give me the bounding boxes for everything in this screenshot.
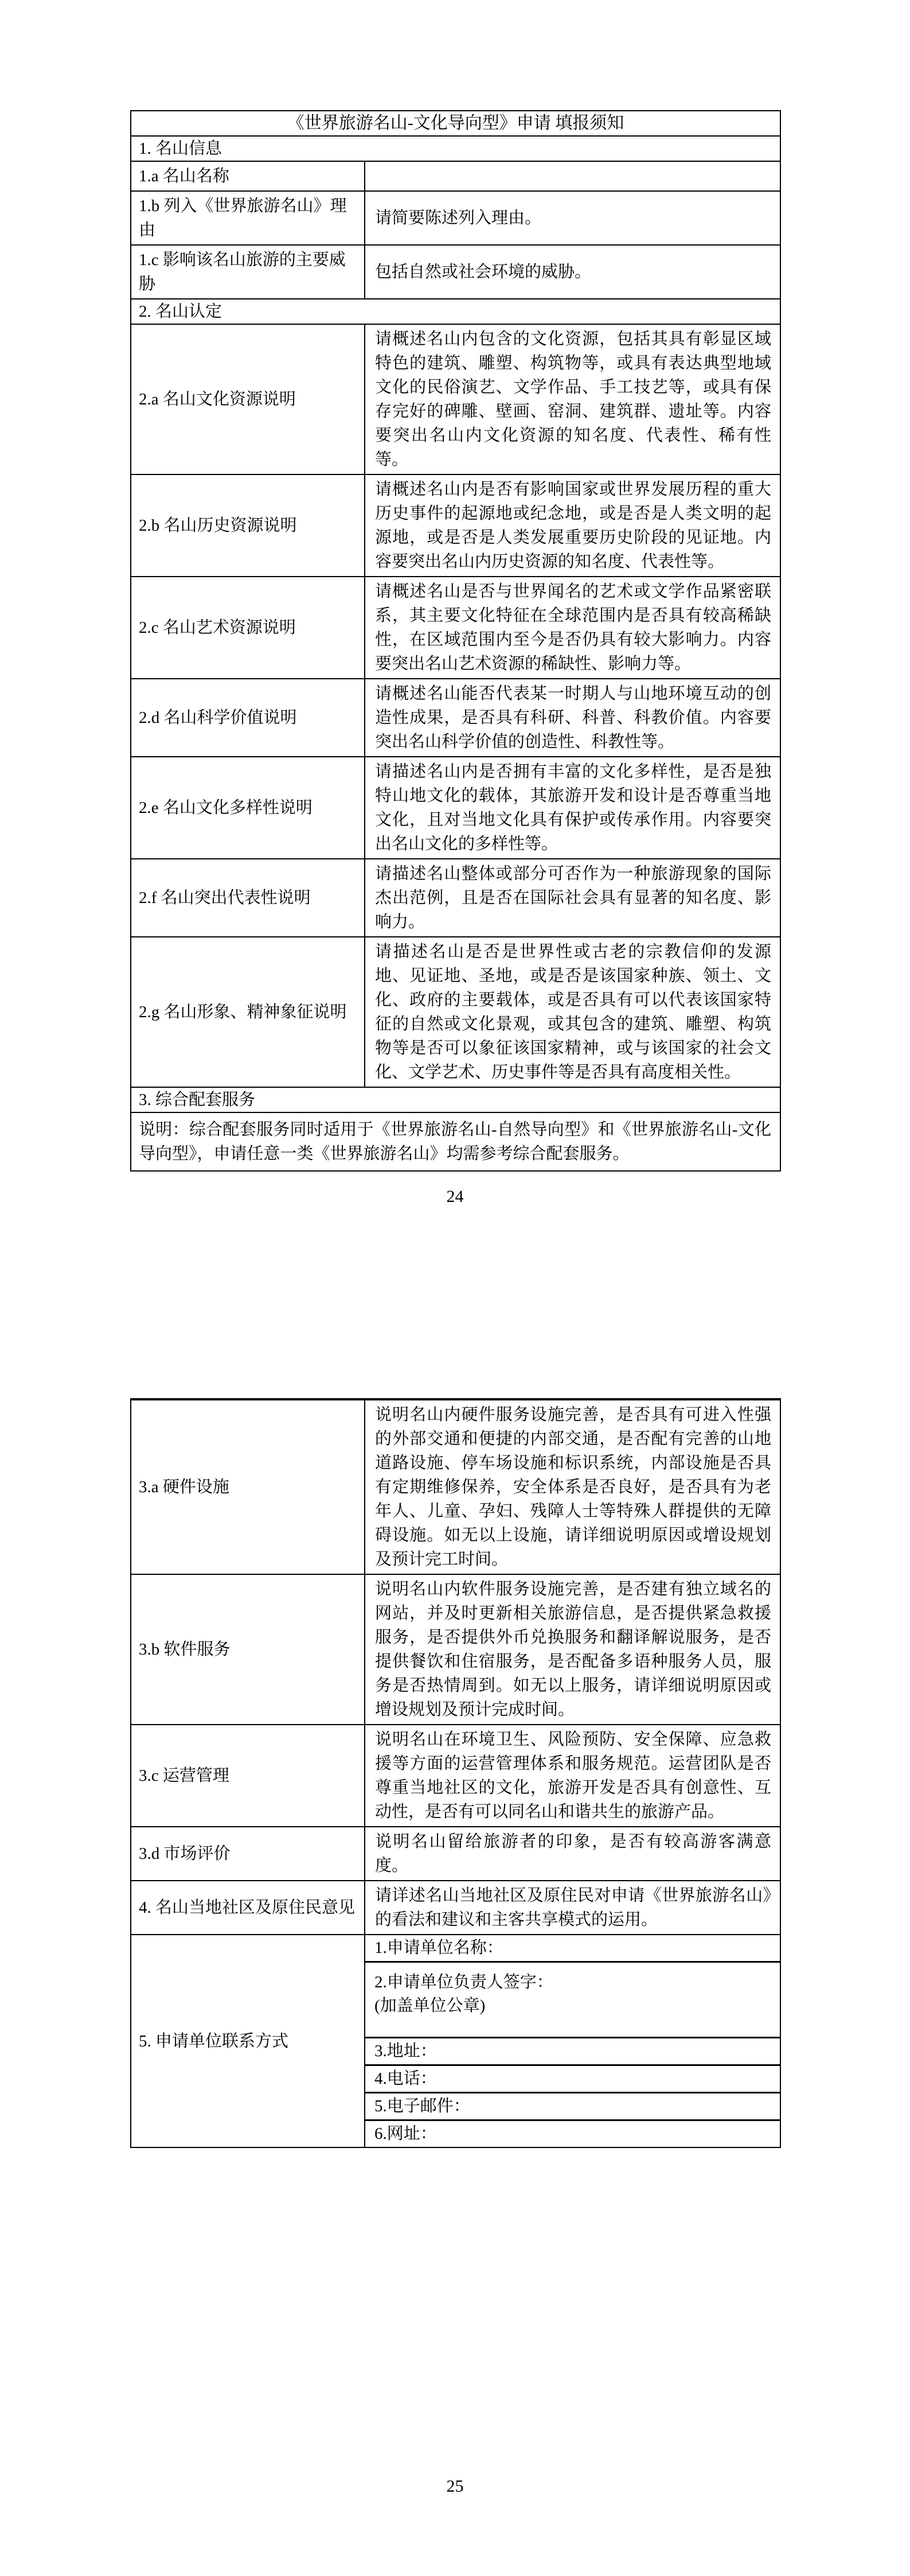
criterion-description — [365, 1575, 780, 1724]
contact-field-row — [365, 2119, 780, 2147]
criterion-label — [131, 1575, 365, 1724]
criterion-description-text: 请描述名山内是否拥有丰富的文化多样性，是否是独特山地文化的载体，其旅游开发和设计是否尊重当地文化，且对当地文化具有保护或传承作用。内容要突出名山文化的多样性等。 — [375, 762, 771, 853]
criterion-description-text: 请详述名山当地社区及原住民对申请《世界旅游名山》的看法和建议和主客共享模式的运用。 — [375, 1886, 771, 1929]
contact-field-label: 5.电子邮件： — [374, 2097, 470, 2115]
criterion-row — [131, 678, 780, 756]
criterion-label-text: 3.d 市场评价 — [139, 1845, 231, 1863]
criterion-label-text: 1.c 影响该名山旅游的主要威胁 — [139, 251, 346, 293]
criterion-label — [131, 1400, 365, 1574]
contact-field-label: 6.网址： — [374, 2124, 437, 2143]
criterion-label-text: 2.f 名山突出代表性说明 — [139, 889, 311, 907]
criterion-description — [365, 1725, 780, 1826]
page-number: 25 — [446, 2477, 464, 2496]
criterion-description-text: 说明名山内软件服务设施完善，是否建有独立域名的网站，并及时更新相关旅游信息，是否提供紧急救援服务，是否提供外币兑换服务和翻译解说服务，是否提供餐饮和住宿服务，是否配备多语种服务人员，服务是否热情周到。如无以上服务，请详细说明原因或增设规划及预计完成时间。 — [375, 1580, 771, 1719]
contact-fields — [365, 1935, 780, 2147]
criterion-row — [131, 1399, 780, 1574]
criterion-description-text: 请概述名山是否与世界闻名的艺术或文学作品紧密联系，其主要文化特征在全球范围内是否具有较高稀缺性，在区域范围内至今是否仍具有较大影响力。内容要突出名山艺术资源的稀缺性、影响力等。 — [375, 582, 771, 673]
contact-field-label: 2.申请单位负责人签字： — [374, 1973, 553, 1991]
criterion-description — [365, 162, 780, 190]
criterion-row — [131, 244, 780, 298]
criterion-label — [131, 325, 365, 474]
criterion-label-text: 2.d 名山科学价值说明 — [139, 709, 297, 727]
contact-field-label: 3.地址： — [374, 2042, 437, 2060]
criterion-row — [131, 161, 780, 190]
criterion-description — [365, 192, 780, 244]
contact-field-note: (加盖单位公章) — [374, 1997, 486, 2015]
criterion-row — [131, 324, 780, 474]
criterion-row — [131, 858, 780, 936]
criterion-description — [365, 859, 780, 936]
criterion-description-text: 请简要陈述列入理由。 — [375, 209, 542, 227]
criterion-label-text: 2.b 名山历史资源说明 — [139, 516, 297, 535]
criterion-label — [131, 246, 365, 298]
criterion-description — [365, 679, 780, 756]
application-instructions-table-page-1 — [130, 110, 781, 1172]
criterion-description — [365, 1400, 780, 1574]
criterion-label — [131, 577, 365, 678]
criterion-description — [365, 757, 780, 858]
criterion-description-text: 请概述名山能否代表某一时期人与山地环境互动的创造性成果，是否具有科研、科普、科教价值。内容要突出名山科学价值的创造性、科教性等。 — [375, 684, 771, 751]
criterion-description — [365, 937, 780, 1087]
criterion-label-text: 5. 申请单位联系方式 — [139, 2032, 289, 2050]
criterion-row — [131, 474, 780, 576]
criterion-row — [131, 576, 780, 678]
criterion-label — [131, 757, 365, 858]
criterion-description — [365, 246, 780, 298]
criterion-row — [131, 1724, 780, 1826]
criterion-description — [365, 577, 780, 678]
criterion-row — [131, 936, 780, 1087]
criterion-label-text: 2.e 名山文化多样性说明 — [139, 799, 313, 817]
criterion-label — [131, 859, 365, 936]
section-row — [131, 135, 780, 161]
section-label: 3. 综合配套服务 — [139, 1091, 256, 1109]
criterion-label — [131, 475, 365, 576]
criterion-label — [131, 162, 365, 190]
criterion-description-text: 包括自然或社会环境的威胁。 — [375, 263, 592, 281]
criterion-description-text: 说明名山在环境卫生、风险预防、安全保障、应急救援等方面的运营管理体系和服务规范。运营团队是否尊重当地社区的文化，旅游开发是否具有创意性、互动性，是否有可以同名山和谐共生的旅游产品。 — [375, 1730, 771, 1821]
criterion-label-text: 3.c 运营管理 — [139, 1766, 229, 1785]
criterion-label — [131, 1881, 365, 1934]
note-text: 说明：综合配套服务同时适用于《世界旅游名山-自然导向型》和《世界旅游名山-文化导向型》，申请任意一类《世界旅游名山》均需参考综合配套服务。 — [139, 1120, 771, 1163]
application-instructions-table-page-2 — [130, 1398, 781, 2148]
criterion-label-text: 3.a 硬件设施 — [139, 1478, 229, 1496]
criterion-label — [131, 679, 365, 756]
criterion-description-text: 请描述名山是否是世界性或古老的宗教信仰的发源地、见证地、圣地，或是否是该国家种族、领土、文化、政府的主要载体，或是否具有可以代表该国家特征的自然或文化景观，或其包含的建筑、雕塑、构筑物等是否可以象征该国家精神，或与该国家的社会文化、文学艺术、历史事件等是否具有高度相关性。 — [375, 943, 771, 1081]
criterion-label-text: 4. 名山当地社区及原住民意见 — [139, 1898, 356, 1917]
contact-field-row — [365, 2064, 780, 2092]
table-1-rows — [131, 135, 780, 1170]
contact-field-row — [365, 1961, 780, 2037]
table-2-rows — [131, 1399, 780, 2147]
criterion-description-text: 请概述名山内包含的文化资源，包括其具有彰显区域特色的建筑、雕塑、构筑物等，或具有表达典型地域文化的民俗演艺、文学作品、手工技艺等，或具有保存完好的碑雕、壁画、窑洞、建筑群、遗址等。内容要突出名山内文化资源的知名度、代表性、稀有性等。 — [375, 330, 771, 469]
criterion-label — [131, 1725, 365, 1826]
criterion-label — [131, 192, 365, 244]
contact-field-row — [365, 2037, 780, 2064]
criterion-label — [131, 1827, 365, 1880]
criterion-label — [131, 1935, 365, 2147]
criterion-label-text: 1.b 列入《世界旅游名山》理由 — [139, 197, 347, 239]
section-label: 1. 名山信息 — [139, 139, 222, 158]
criterion-row — [131, 190, 780, 244]
criterion-description — [365, 1827, 780, 1880]
section-row — [131, 298, 780, 324]
criterion-label-text: 2.g 名山形象、精神象征说明 — [139, 1003, 347, 1021]
page-number: 24 — [446, 1187, 464, 1206]
contact-field-label: 1.申请单位名称： — [374, 1939, 503, 1957]
criterion-description-text: 说明名山留给旅游者的印象，是否有较高游客满意度。 — [375, 1832, 771, 1875]
section-row — [131, 1087, 780, 1112]
contact-row — [131, 1934, 780, 2147]
criterion-row — [131, 1880, 780, 1934]
form-title: 《世界旅游名山-文化导向型》申请 填报须知 — [287, 114, 624, 133]
criterion-description — [365, 1881, 780, 1934]
contact-field-label: 4.电话： — [374, 2069, 437, 2088]
criterion-row — [131, 1826, 780, 1880]
criterion-description — [365, 325, 780, 474]
criterion-description-text: 请概述名山内是否有影响国家或世界发展历程的重大历史事件的起源地或纪念地，或是否是人类文明的起源地，或是否是人类发展重要历史阶段的见证地。内容要突出名山内历史资源的知名度、代表性等。 — [375, 480, 771, 571]
criterion-label-text: 3.b 软件服务 — [139, 1640, 231, 1659]
criterion-description-text: 说明名山内硬件服务设施完善，是否具有可进入性强的外部交通和便捷的内部交通，是否配有完善的山地道路设施、停车场设施和标识系统，内部设施是否具有定期维修保养，安全体系是否良好，是否具有为老年人、儿童、孕妇、残障人士等特殊人群提供的无障碍设施。如无以上设施，请详细说明原因或增设规划及预计完工时间。 — [375, 1406, 771, 1569]
contact-field-row — [365, 1935, 780, 1961]
criterion-row — [131, 756, 780, 858]
criterion-description — [365, 475, 780, 576]
note-row — [131, 1112, 780, 1170]
criterion-label-text: 2.a 名山文化资源说明 — [139, 390, 296, 408]
criterion-label-text: 2.c 名山艺术资源说明 — [139, 618, 296, 637]
criterion-row — [131, 1574, 780, 1724]
contact-field-row — [365, 2092, 780, 2119]
criterion-label-text: 1.a 名山名称 — [139, 167, 229, 185]
section-label: 2. 名山认定 — [139, 302, 222, 321]
criterion-description-text: 请描述名山整体或部分可否作为一种旅游现象的国际杰出范例，且是否在国际社会具有显著的知名度、影响力。 — [375, 865, 771, 931]
criterion-label — [131, 937, 365, 1087]
